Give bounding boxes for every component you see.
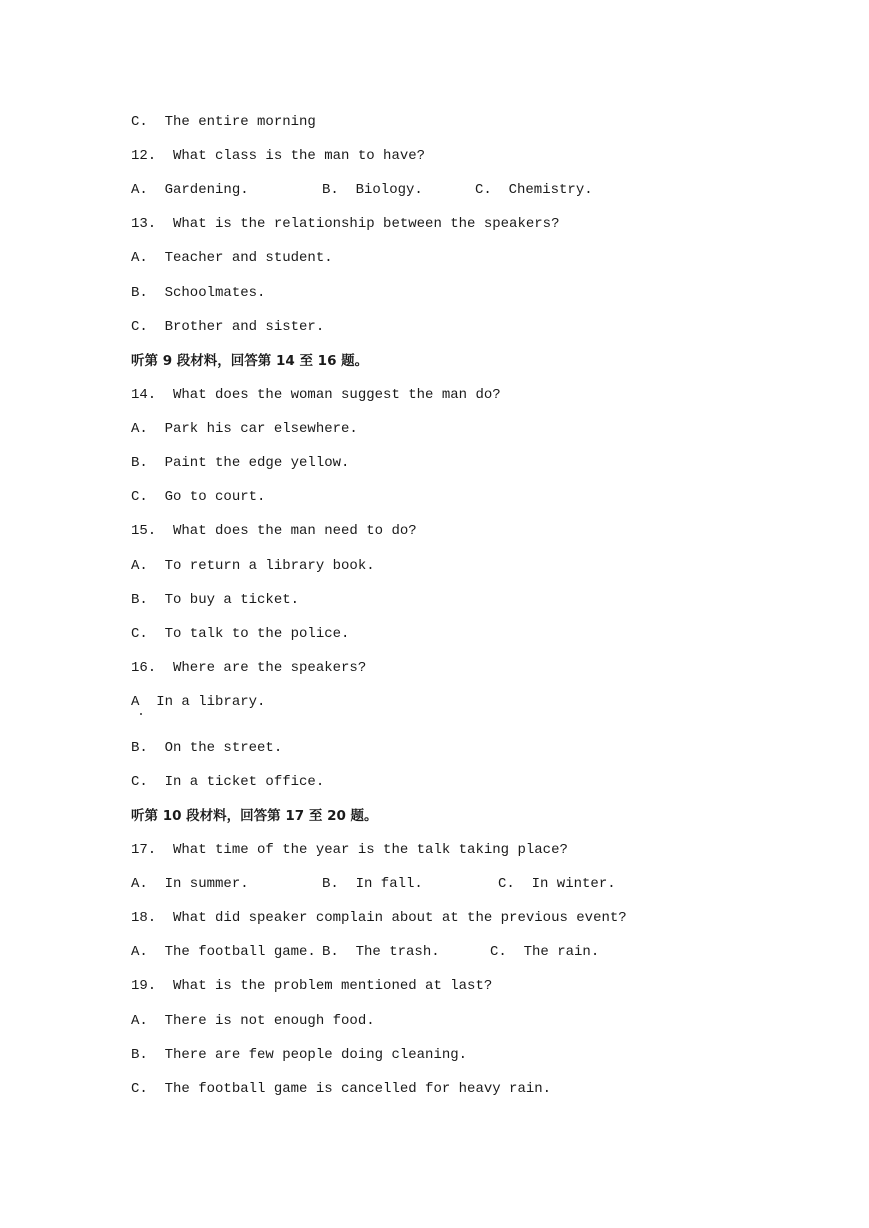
option-13-b: B. Schoolmates.: [131, 285, 266, 301]
option-15-b: B. To buy a ticket.: [131, 592, 300, 608]
option-17-b: B. In fall.: [322, 876, 423, 892]
options-row-18: [131, 943, 731, 961]
section-heading-10: 听第 10 段材料，回答第 17 至 20 题。: [131, 808, 378, 824]
option-18-c: C. The rain.: [490, 944, 600, 960]
section-heading-9: 听第 9 段材料，回答第 14 至 16 题。: [131, 353, 369, 369]
option-line: C. The entire morning: [131, 114, 316, 130]
option-19-c: C. The football game is cancelled for heavy rain.: [131, 1081, 552, 1097]
question-13: 13. What is the relationship between the speakers?: [131, 216, 560, 232]
option-15-a: A. To return a library book.: [131, 558, 375, 574]
question-14: 14. What does the woman suggest the man do?: [131, 387, 501, 403]
question-15: 15. What does the man need to do?: [131, 523, 417, 539]
option-17-a: A. In summer.: [131, 876, 249, 892]
option-16-a: A In a library.: [131, 694, 266, 710]
option-15-c: C. To talk to the police.: [131, 626, 350, 642]
option-19-b: B. There are few people doing cleaning.: [131, 1047, 468, 1063]
option-14-a: A. Park his car elsewhere.: [131, 421, 358, 437]
option-12-a: A. Gardening.: [131, 182, 249, 198]
option-16-c: C. In a ticket office.: [131, 774, 325, 790]
option-13-a: A. Teacher and student.: [131, 250, 333, 266]
question-19: 19. What is the problem mentioned at last?: [131, 978, 493, 994]
option-14-c: C. Go to court.: [131, 489, 266, 505]
question-17: 17. What time of the year is the talk taking place?: [131, 842, 568, 858]
option-17-c: C. In winter.: [498, 876, 616, 892]
option-14-b: B. Paint the edge yellow.: [131, 455, 350, 471]
option-12-c: C. Chemistry.: [475, 182, 593, 198]
options-row-17: [131, 875, 731, 893]
option-16-b: B. On the street.: [131, 740, 283, 756]
option-12-b: B. Biology.: [322, 182, 423, 198]
options-row-12: [131, 181, 731, 199]
question-12: 12. What class is the man to have?: [131, 148, 426, 164]
option-13-c: C. Brother and sister.: [131, 319, 325, 335]
option-18-a: A. The football game.: [131, 944, 316, 960]
option-18-b: B. The trash.: [322, 944, 440, 960]
option-19-a: A. There is not enough food.: [131, 1013, 375, 1029]
question-18: 18. What did speaker complain about at the previous event?: [131, 910, 627, 926]
question-16: 16. Where are the speakers?: [131, 660, 367, 676]
stray-dot: [140, 713, 142, 715]
